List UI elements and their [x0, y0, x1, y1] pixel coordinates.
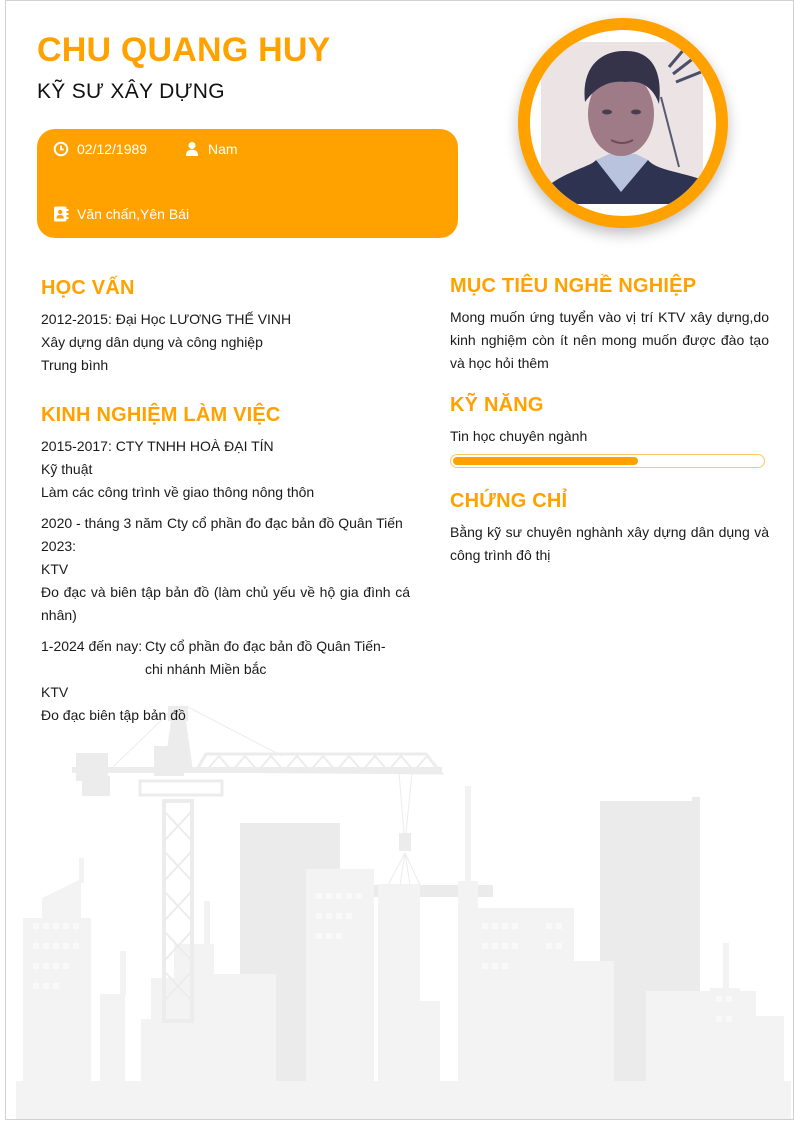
address: Văn chấn,Yên Bái [77, 206, 190, 222]
candidate-name: CHU QUANG HUY [37, 31, 331, 69]
info-address [53, 206, 189, 222]
experience-company: Cty cổ phần đo đạc bản đồ Quân Tiến- [145, 638, 386, 654]
clock-icon [53, 141, 69, 157]
experience-entry-1-header [41, 435, 274, 458]
education-section-title: HỌC VẤN [41, 277, 135, 299]
education-period: 2012-2015: [41, 311, 112, 327]
cv-content [6, 1, 794, 1120]
experience-section-title: KINH NGHIỆM LÀM VIỆC [41, 404, 281, 426]
objective-section-title: MỤC TIÊU NGHỀ NGHIỆP [450, 275, 697, 297]
skill-level-bar [450, 454, 765, 468]
objective-text: Mong muốn ứng tuyển vào vị trí KTV xây dựng,do kinh nghiệm còn ít nên mong muốn được đào tạo và học hỏi thêm [450, 309, 769, 371]
certificate-text: Bằng kỹ sư chuyên nghành xây dựng dân dụng và công trình đô thị [450, 524, 769, 563]
skill-name: Tin học chuyên ngành [450, 428, 588, 444]
experience-position: KTV [41, 561, 69, 577]
experience-company: Cty cổ phần đo đạc bản đồ Quân Tiến [167, 515, 403, 531]
education-school: Đại Học LƯƠNG THẾ VINH [115, 311, 292, 327]
experience-description: Đo đạc biên tập bản đồ [41, 707, 186, 723]
experience-description: Làm các công trình về giao thông nông thôn [41, 484, 315, 500]
gender: Nam [208, 141, 238, 157]
experience-description: Đo đạc và biên tập bản đồ (làm chủ yếu về hộ gia đình cá nhân) [41, 584, 410, 623]
date-of-birth: 02/12/1989 [77, 141, 148, 157]
skill-level-fill [453, 457, 638, 465]
certificates-section-title: CHỨNG CHỈ [450, 490, 568, 512]
avatar [518, 18, 728, 228]
user-icon [184, 141, 200, 157]
experience-period: 2020 - tháng 3 năm [41, 515, 163, 531]
experience-company: CTY TNHH HOÀ ĐẠI TÍN [115, 438, 274, 454]
job-title: KỸ SƯ XÂY DỰNG [37, 80, 225, 103]
profile-photo [541, 42, 703, 204]
experience-position: Kỹ thuật [41, 461, 93, 477]
address-book-icon [53, 206, 69, 222]
experience-period-cont: 2023: [41, 538, 77, 554]
cv-page [5, 0, 794, 1120]
personal-info-box [37, 129, 458, 238]
experience-period: 2015-2017: [41, 438, 112, 454]
avatar-frame [530, 30, 716, 216]
experience-period: 1-2024 đến nay: [41, 638, 143, 654]
experience-position: KTV [41, 684, 69, 700]
education-entry [41, 308, 291, 331]
education-major: Xây dựng dân dụng và công nghiệp [41, 334, 263, 350]
info-gender [184, 141, 238, 157]
info-date-of-birth [53, 141, 147, 157]
experience-company-cont: chi nhánh Miền bắc [145, 661, 267, 677]
skills-section-title: KỸ NĂNG [450, 394, 544, 416]
education-grade: Trung bình [41, 357, 109, 373]
